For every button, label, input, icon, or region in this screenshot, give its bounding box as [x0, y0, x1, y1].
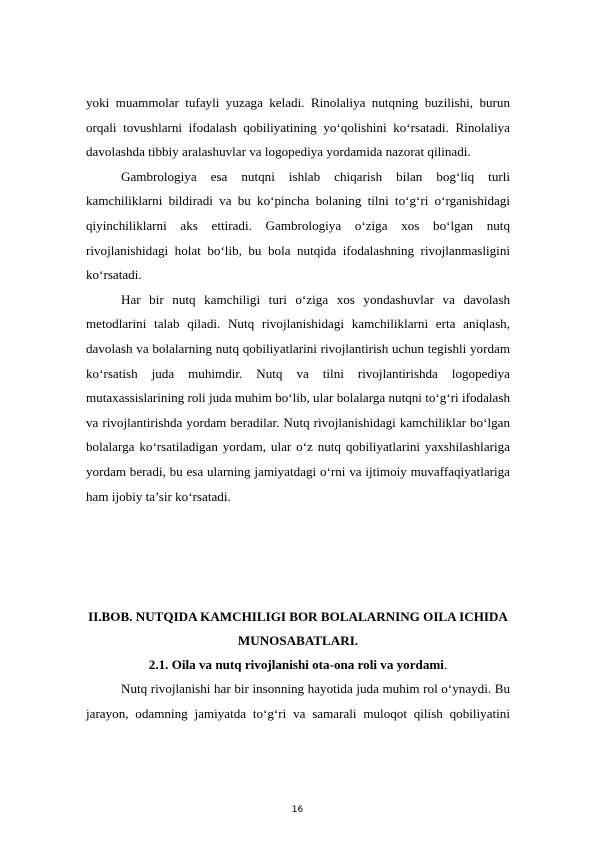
paragraph-1: yoki muammolar tufayli yuzaga keladi. Rinolaliya nutqning buzilishi, burun orqali tovushlarni ifodalash qobiliyatining yo‘qolishini ko‘rsatadi. Rinolaliya davolashda tibbiy aralashuvlar va logopediya yordamida nazorat qilinadi.: [86, 95, 510, 160]
paragraph-4: Nutq rivojlanishi har bir insonning hayotida juda muhim rol o‘ynaydi. Bu jarayon, odamning jamiyatda to‘g‘ri va samarali muloqot qilish qobiliyatini: [86, 681, 510, 721]
paragraph-3: Har bir nutq kamchiligi turi o‘ziga xos yondashuvlar va davolash metodlarini talab qiladi. Nutq rivojlanishidagi kamchiliklarni erta aniqlash, davolash va bolalarning nutq qobiliyatlarini rivojlantirish uchun tegishli yordam ko‘rsatish juda muhimdir. Nutq va tilni rivojlantirishda logopediya mutaxassislarining roli juda muhim bo‘lib, ular bolalarga nutqni to‘g‘ri ifodalash va rivojlantirishda yordam beradilar. Nutq rivojlanishidagi kamchiliklar bo‘lgan bolalarga ko‘rsatiladigan yordam, ular o‘z nutq qobiliyatlarini yaxshilashlariga yordam beradi, bu esa ularning jamiyatdagi o‘rni va ijtimoiy muvaffaqiyatlariga ham ijobiy ta’sir ko‘rsatadi.: [86, 291, 510, 504]
body-text-top: [86, 91, 510, 509]
chapter-heading: II.BOB. NUTQIDA KAMCHILIGI BOR BOLALARNING OILA ICHIDA MUNOSABATLARI.: [88, 609, 508, 648]
body-text-bottom: [86, 677, 510, 726]
page-number: 16: [291, 805, 304, 815]
section-heading: [86, 653, 510, 677]
paragraph-2: Gambrologiya esa nutqni ishlab chiqarish bilan bog‘liq turli kamchiliklarni bildiradi va bu ko‘pincha bolaning tilni to‘g‘ri o‘rganishidagi qiyinchiliklarni aks ettiradi. Gambrologiya o‘ziga xos bo‘lgan nutq rivojlanishidagi holat bo‘lib, bu bola nutqida ifodalashning rivojlanmasligini ko‘rsatadi.: [86, 168, 510, 283]
section-heading-suffix: .: [443, 657, 448, 672]
section-heading-text: 2.1. Oila va nutq rivojlanishi ota-ona roli va yordami: [148, 657, 444, 672]
